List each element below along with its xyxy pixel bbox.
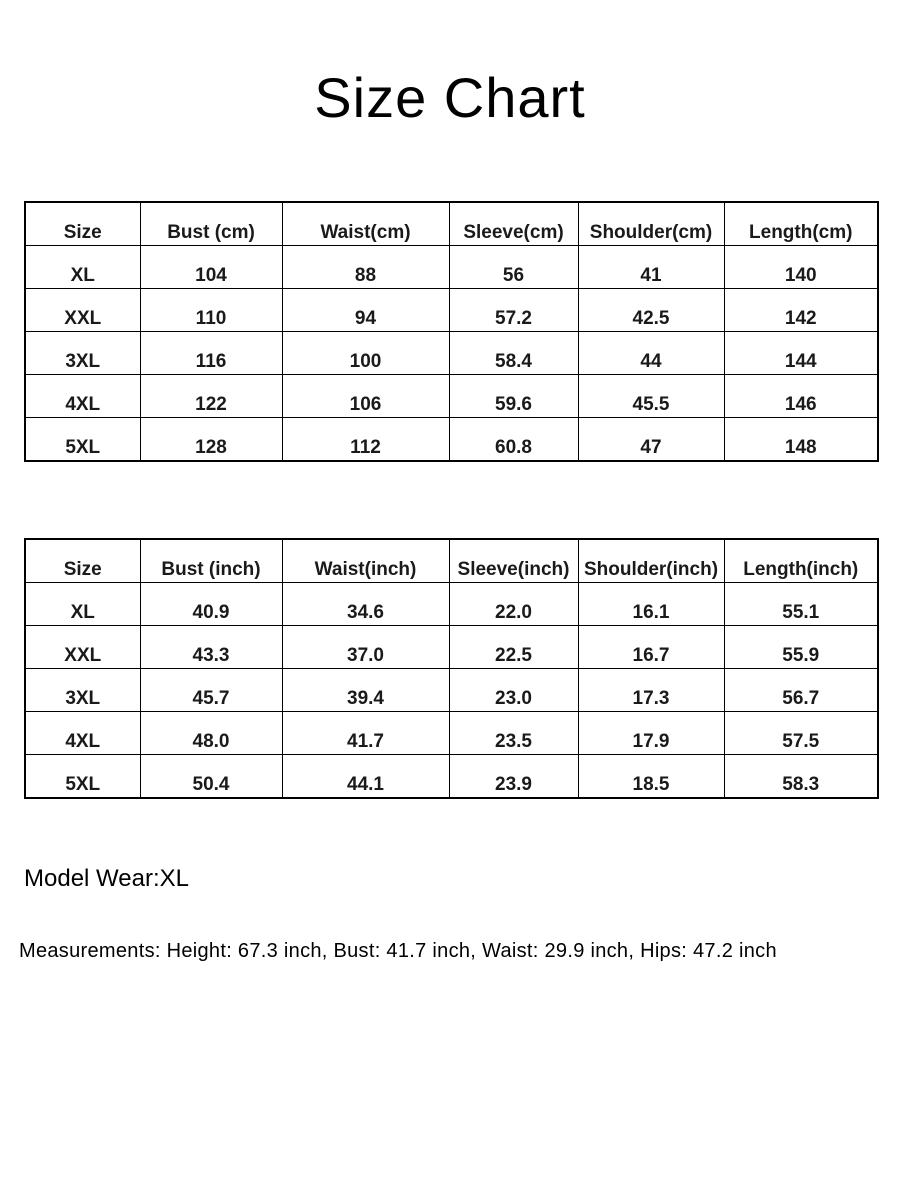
header-cell: Size [25, 202, 140, 246]
measurements-text: Measurements: Height: 67.3 inch, Bust: 41.7 inch, Waist: 29.9 inch, Hips: 47.2 inch [19, 940, 777, 962]
header-cell: Waist(inch) [282, 539, 449, 583]
table-cell: 146 [724, 375, 878, 418]
table-cell: 3XL [25, 669, 140, 712]
table-row [25, 755, 878, 799]
table-cell: 140 [724, 246, 878, 289]
table-cell: 55.9 [724, 626, 878, 669]
table-cell: 148 [724, 418, 878, 462]
header-cell: Sleeve(inch) [449, 539, 578, 583]
table-cell: 22.5 [449, 626, 578, 669]
table-cell: 144 [724, 332, 878, 375]
table-cell: 50.4 [140, 755, 282, 799]
table-cell: 18.5 [578, 755, 724, 799]
table-row [25, 583, 878, 626]
table-cell: 45.7 [140, 669, 282, 712]
table-cell: 60.8 [449, 418, 578, 462]
table-cell: 42.5 [578, 289, 724, 332]
table-cell: 110 [140, 289, 282, 332]
header-cell: Bust (cm) [140, 202, 282, 246]
table-cell: XXL [25, 626, 140, 669]
table-cell: 5XL [25, 418, 140, 462]
table-cell: 122 [140, 375, 282, 418]
header-cell: Length(inch) [724, 539, 878, 583]
table-cell: 45.5 [578, 375, 724, 418]
table-row [25, 712, 878, 755]
table-row [25, 375, 878, 418]
table-cell: 39.4 [282, 669, 449, 712]
table-cell: 37.0 [282, 626, 449, 669]
header-cell: Sleeve(cm) [449, 202, 578, 246]
table-cell: 4XL [25, 712, 140, 755]
table-cell: 47 [578, 418, 724, 462]
table-cell: 16.1 [578, 583, 724, 626]
table-cell: 94 [282, 289, 449, 332]
table-cell: 41.7 [282, 712, 449, 755]
table-cell: 57.2 [449, 289, 578, 332]
table-cell: 5XL [25, 755, 140, 799]
table-cell: 22.0 [449, 583, 578, 626]
size-table-inch [24, 538, 879, 799]
table-cell: 16.7 [578, 626, 724, 669]
table-cell: 23.9 [449, 755, 578, 799]
header-cell: Size [25, 539, 140, 583]
table-cell: 17.9 [578, 712, 724, 755]
table-header-row [25, 202, 878, 246]
table-cell: 40.9 [140, 583, 282, 626]
table-cell: 41 [578, 246, 724, 289]
table-cell: 58.4 [449, 332, 578, 375]
header-cell: Shoulder(inch) [578, 539, 724, 583]
table-cell: 44 [578, 332, 724, 375]
table-cell: 23.0 [449, 669, 578, 712]
table-cell: 112 [282, 418, 449, 462]
table-cell: 56 [449, 246, 578, 289]
page-title: Size Chart [314, 66, 586, 129]
table-cell: 3XL [25, 332, 140, 375]
table-cell: 17.3 [578, 669, 724, 712]
table-cell: 55.1 [724, 583, 878, 626]
table-cell: 104 [140, 246, 282, 289]
table-cell: 48.0 [140, 712, 282, 755]
size-table-cm [24, 201, 879, 462]
header-cell: Shoulder(cm) [578, 202, 724, 246]
table-cell: 56.7 [724, 669, 878, 712]
table-header-row [25, 539, 878, 583]
table-cell: 88 [282, 246, 449, 289]
table-row [25, 669, 878, 712]
table-cell: XL [25, 583, 140, 626]
model-wear-text: Model Wear:XL [24, 865, 189, 892]
table-cell: 57.5 [724, 712, 878, 755]
table-cell: XXL [25, 289, 140, 332]
table-cell: 44.1 [282, 755, 449, 799]
table-cell: 43.3 [140, 626, 282, 669]
table-cell: 34.6 [282, 583, 449, 626]
table-row [25, 332, 878, 375]
table-cell: XL [25, 246, 140, 289]
table-row [25, 626, 878, 669]
table-cell: 58.3 [724, 755, 878, 799]
table-cell: 142 [724, 289, 878, 332]
table-cell: 59.6 [449, 375, 578, 418]
table-row [25, 289, 878, 332]
table-cell: 128 [140, 418, 282, 462]
table-cell: 106 [282, 375, 449, 418]
table-cell: 23.5 [449, 712, 578, 755]
table-cell: 4XL [25, 375, 140, 418]
table-cell: 100 [282, 332, 449, 375]
header-cell: Waist(cm) [282, 202, 449, 246]
header-cell: Bust (inch) [140, 539, 282, 583]
header-cell: Length(cm) [724, 202, 878, 246]
table-row [25, 246, 878, 289]
table-cell: 116 [140, 332, 282, 375]
table-row [25, 418, 878, 462]
